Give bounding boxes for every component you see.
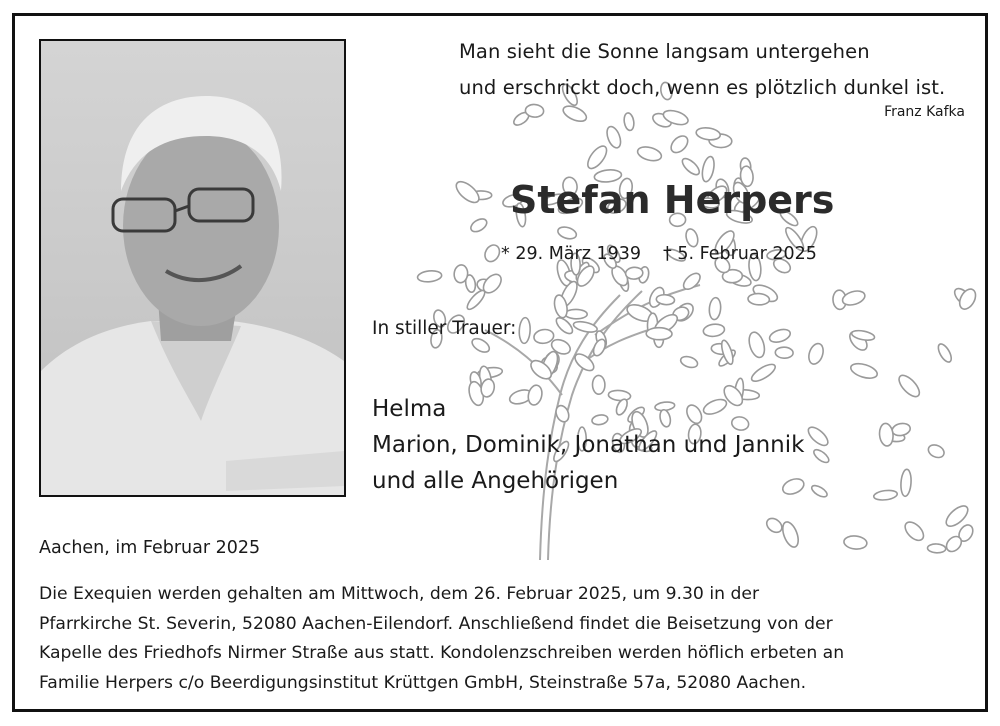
leaf-shape (565, 309, 587, 319)
leaf-shape (482, 242, 502, 264)
leaf-shape (841, 289, 867, 308)
leaf-shape (708, 297, 721, 320)
leaf-shape (843, 535, 867, 550)
leaf-shape (469, 216, 489, 234)
death-date: † 5. Februar 2025 (663, 244, 817, 264)
funeral-line: Pfarrkirche St. Severin, 52080 Aachen-Eilendorf. Anschließend findet die Beisetzung von der (39, 613, 833, 634)
funeral-line: Familie Herpers c/o Beerdigungsinstitut Krüttgen GmbH, Steinstraße 57a, 52080 Aachen. (39, 672, 807, 693)
quote (459, 34, 945, 106)
leaf-shape (572, 320, 598, 334)
quote-author: Franz Kafka (884, 104, 965, 120)
mourner-line: Helma (372, 396, 447, 422)
funeral-text (39, 580, 979, 698)
leaf-shape (764, 516, 784, 536)
deceased-name: Stefan Herpers (510, 178, 835, 222)
mourner-line: und alle Angehörigen (372, 468, 619, 494)
leaf-shape (812, 447, 831, 464)
mourner-line: Marion, Dominik, Jonathan und Jannik (372, 432, 805, 458)
leaf-shape (519, 317, 531, 343)
leaf-shape (703, 323, 726, 337)
mourning-intro: In stiller Trauer: (372, 318, 517, 339)
leaf-shape (780, 520, 802, 549)
leaf-shape (668, 133, 691, 156)
leaf-shape (465, 288, 488, 312)
life-dates (501, 244, 817, 264)
birth-date: * 29. März 1939 (501, 244, 642, 264)
funeral-line: Kapelle des Friedhofs Nirmer Straße aus statt. Kondolenzschreiben werden höflich erbeten an (39, 643, 845, 663)
leaf-shape (679, 355, 699, 370)
leaf-shape (556, 225, 577, 241)
leaf-shape (572, 351, 596, 374)
leaf-shape (680, 156, 702, 177)
leaf-shape (926, 442, 946, 459)
leaf-shape (873, 489, 898, 501)
leaf-shape (806, 342, 825, 366)
leaf-shape (749, 361, 777, 384)
leaf-shape (625, 267, 643, 280)
leaf-shape (896, 372, 923, 400)
leaf-shape (927, 544, 946, 554)
leaf-shape (636, 145, 663, 163)
leaf-shape (805, 424, 830, 449)
mourners-list (372, 391, 804, 499)
leaf-shape (646, 327, 672, 339)
leaf-shape (936, 342, 954, 364)
leaf-shape (900, 469, 912, 497)
leaf-shape (849, 361, 879, 381)
leaf-shape (584, 143, 610, 172)
leaf-shape (695, 126, 721, 141)
leaf-shape (604, 125, 623, 150)
leaf-shape (623, 112, 635, 131)
leaf-shape (810, 483, 829, 499)
portrait-photo (39, 39, 346, 497)
quote-line-1: Man sieht die Sonne langsam untergehen (459, 40, 870, 63)
quote-line-2: und erschrickt doch, wenn es plötzlich dunkel ist. (459, 76, 946, 99)
leaf-shape (902, 519, 927, 544)
leaf-shape (746, 330, 767, 359)
place-date: Aachen, im Februar 2025 (39, 538, 261, 558)
leaf-shape (561, 103, 589, 124)
funeral-line: Die Exequien werden gehalten am Mittwoch, dem 26. Februar 2025, um 9.30 in der (39, 584, 760, 604)
leaf-shape (891, 422, 911, 437)
leaf-shape (768, 327, 792, 344)
leaf-shape (878, 423, 894, 447)
leaf-shape (748, 293, 770, 305)
leaf-shape (775, 347, 793, 359)
leaf-shape (417, 270, 442, 283)
leaf-shape (591, 337, 608, 357)
